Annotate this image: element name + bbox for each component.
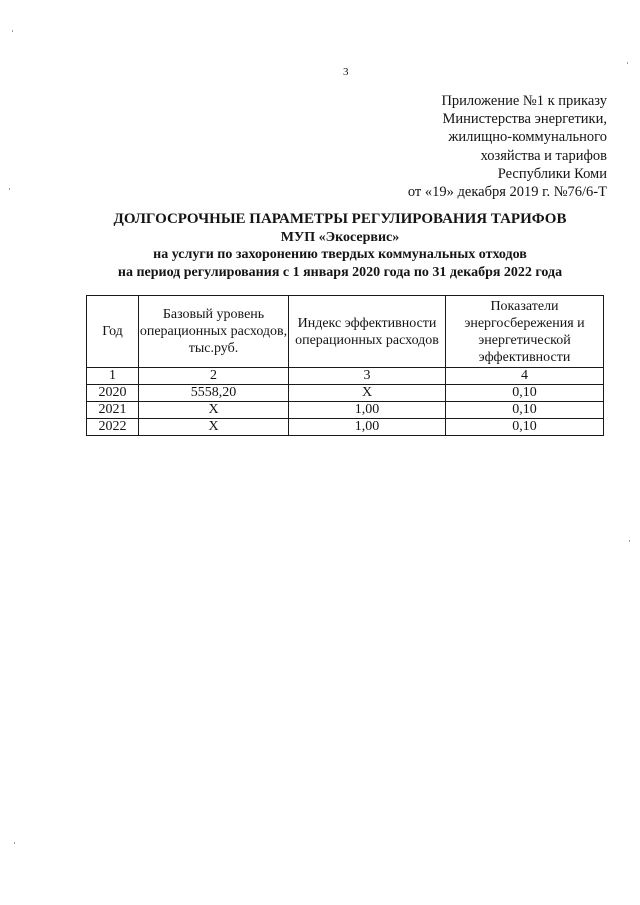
scan-speck xyxy=(627,62,628,64)
cell-base: 5558,20 xyxy=(139,385,289,402)
cell-energy: 0,10 xyxy=(446,419,604,436)
cell-base: Х xyxy=(139,419,289,436)
appendix-line: Министерства энергетики, xyxy=(442,111,607,128)
title-line-period: на период регулирования с 1 января 2020 года по 31 декабря 2022 года xyxy=(117,264,563,280)
appendix-line: хозяйства и тарифов xyxy=(480,147,607,164)
title-line-organization: МУП «Экосервис» xyxy=(280,229,400,245)
table-row xyxy=(87,402,604,419)
document-title xyxy=(60,211,620,281)
column-number: 1 xyxy=(87,368,139,385)
table-row xyxy=(87,385,604,402)
cell-year: 2020 xyxy=(87,385,139,402)
scan-speck xyxy=(9,188,10,190)
cell-index: Х xyxy=(289,385,446,402)
column-number: 2 xyxy=(139,368,289,385)
page-number: 3 xyxy=(343,66,349,78)
table-row xyxy=(87,419,604,436)
column-number: 3 xyxy=(289,368,446,385)
header-year: Год xyxy=(87,296,139,368)
cell-year: 2021 xyxy=(87,402,139,419)
cell-index: 1,00 xyxy=(289,402,446,419)
cell-energy: 0,10 xyxy=(446,402,604,419)
column-number-row xyxy=(87,368,604,385)
header-energy-indicators: Показатели энергосбережения и энергетической эффективности xyxy=(446,296,604,368)
header-base-level: Базовый уровень операционных расходов, тыс.руб. xyxy=(139,296,289,368)
title-line-service: на услуги по захоронению твердых коммунальных отходов xyxy=(153,247,527,262)
appendix-line: Приложение №1 к приказу xyxy=(441,93,607,109)
header-efficiency-index: Индекс эффективности операционных расходов xyxy=(289,296,446,368)
table-header-row xyxy=(87,296,604,368)
scan-speck xyxy=(12,30,13,32)
column-number: 4 xyxy=(446,368,604,385)
appendix-line: от «19» декабря 2019 г. №76/6-Т xyxy=(407,184,607,201)
appendix-line: жилищно-коммунального xyxy=(448,129,607,146)
appendix-line: Республики Коми xyxy=(497,165,607,182)
cell-base: Х xyxy=(139,402,289,419)
cell-energy: 0,10 xyxy=(446,385,604,402)
scan-speck xyxy=(14,842,15,844)
cell-index: 1,00 xyxy=(289,419,446,436)
appendix-reference xyxy=(307,92,607,201)
regulation-parameters-table xyxy=(86,295,604,436)
cell-year: 2022 xyxy=(87,419,139,436)
scan-speck xyxy=(629,540,630,542)
title-line-main: ДОЛГОСРОЧНЫЕ ПАРАМЕТРЫ РЕГУЛИРОВАНИЯ ТАРИФОВ xyxy=(113,211,567,227)
